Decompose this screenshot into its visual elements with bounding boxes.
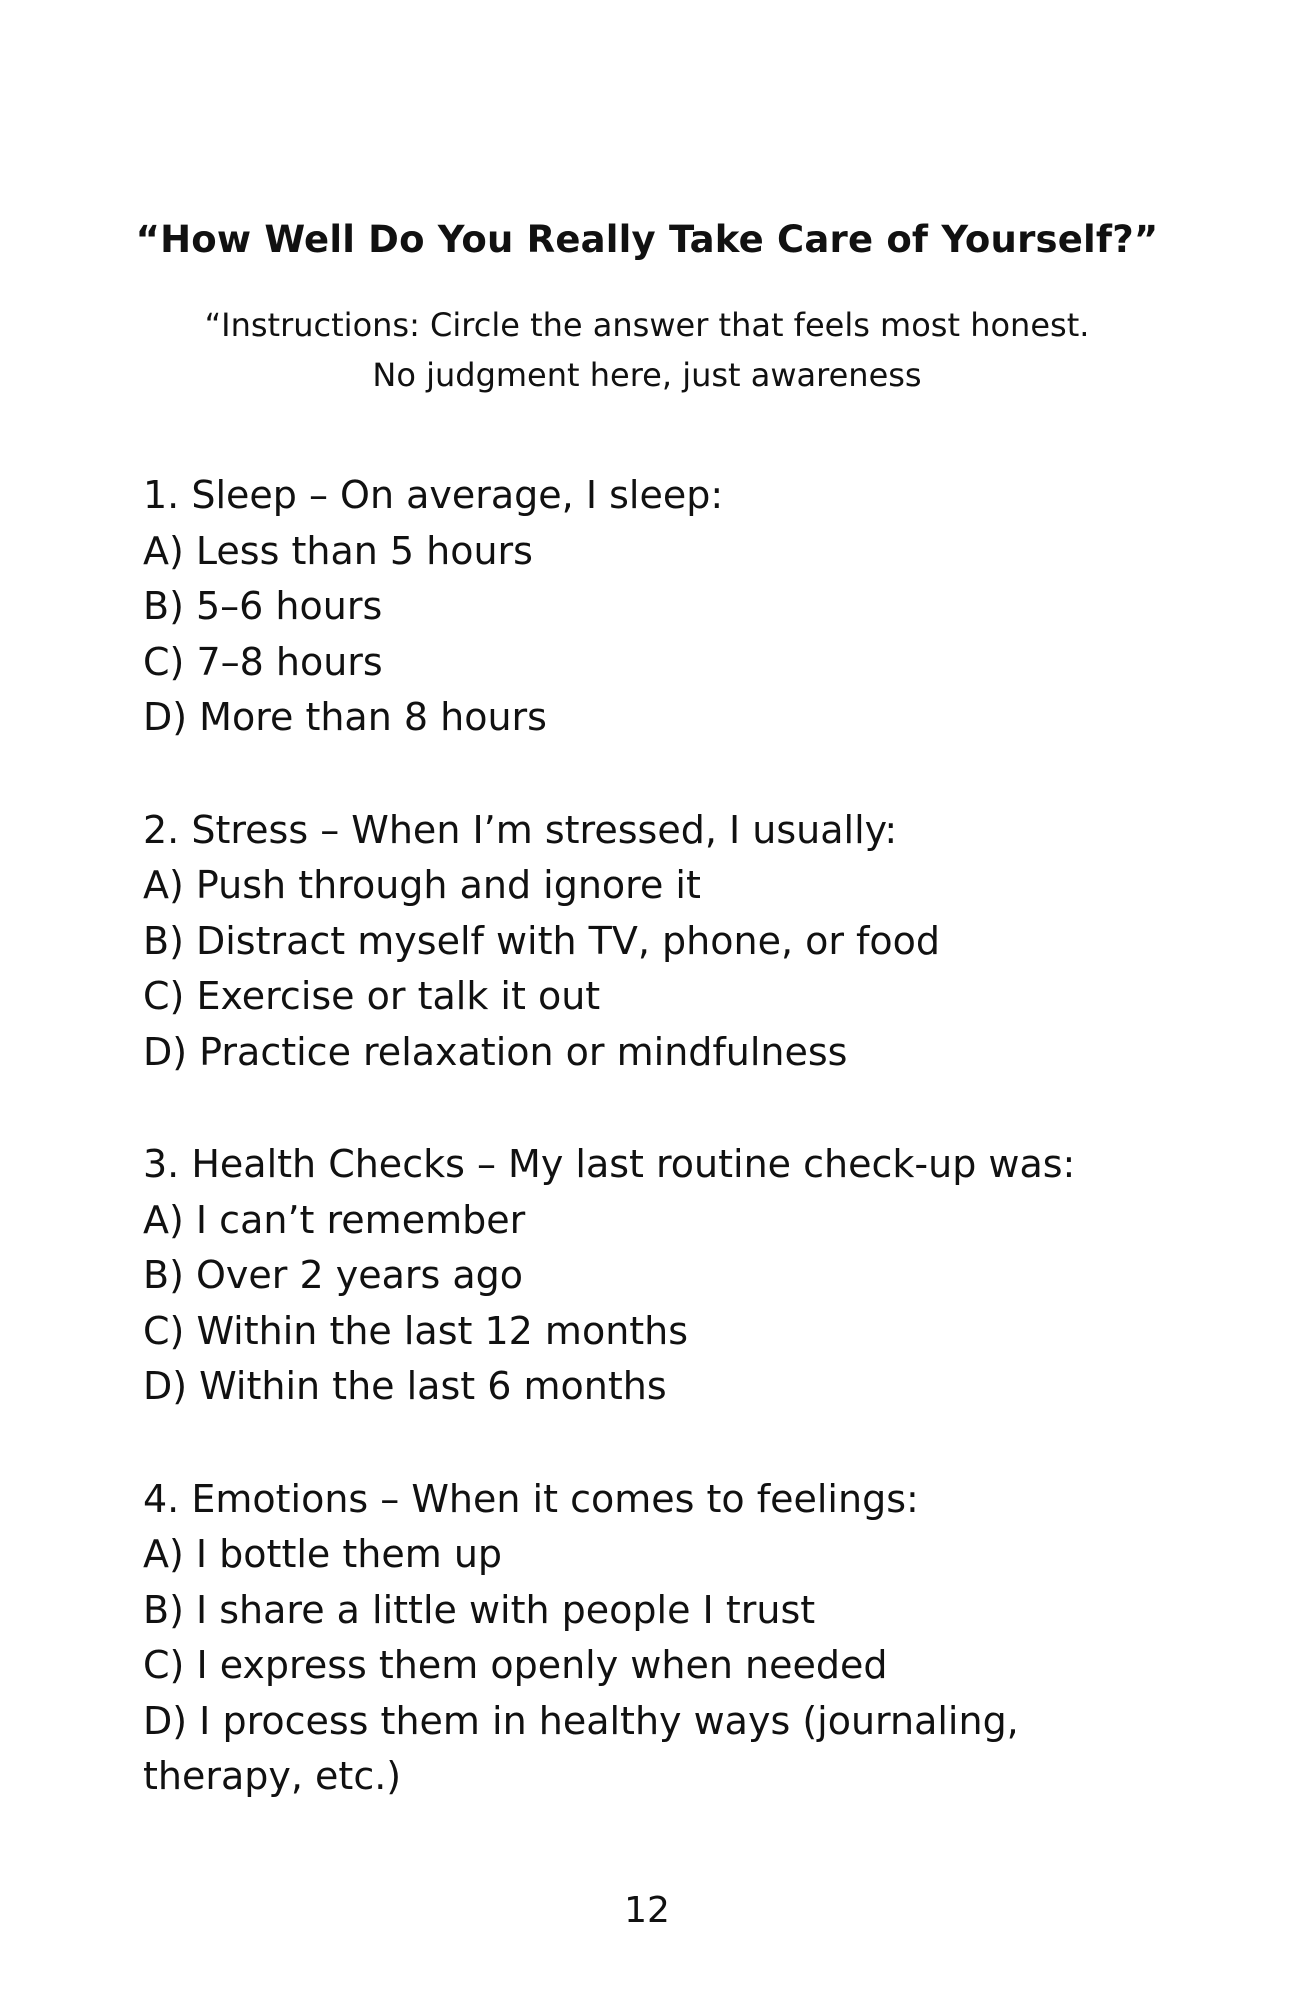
answer-option: C) Within the last 12 months <box>143 1308 689 1353</box>
question-text: 2. Stress – When I’m stressed, I usually: <box>143 807 898 852</box>
answer-option: A) Push through and ignore it <box>143 863 701 907</box>
answer-option: B) Over 2 years ago <box>143 1253 524 1297</box>
question-text: 3. Health Checks – My last routine check-up was: <box>143 1142 1076 1186</box>
answer-option: D) More than 8 hours <box>143 695 547 739</box>
answer-option: C) 7–8 hours <box>143 639 383 684</box>
question-text: 1. Sleep – On average, I sleep: <box>143 473 724 517</box>
answer-option: A) I can’t remember <box>143 1197 526 1242</box>
page-number: 12 <box>624 1890 670 1931</box>
answer-option: A) I bottle them up <box>143 1532 503 1576</box>
answer-option: C) Exercise or talk it out <box>143 974 601 1018</box>
question-sleep <box>143 468 1153 746</box>
instructions-line-1: “Instructions: Circle the answer that feels most honest. <box>204 306 1090 344</box>
answer-option: A) Less than 5 hours <box>143 528 533 573</box>
answer-option: D) Practice relaxation or mindfulness <box>143 1029 848 1074</box>
instructions-line-2: No judgment here, just awareness <box>372 356 922 394</box>
answer-option: D) Within the last 6 months <box>143 1364 667 1408</box>
question-text: 4. Emotions – When it comes to feelings: <box>143 1476 919 1521</box>
answer-option: B) Distract myself with TV, phone, or food <box>143 918 941 963</box>
answer-option: B) I share a little with people I trust <box>143 1587 816 1632</box>
instructions <box>0 300 1294 400</box>
answer-option: C) I express them openly when needed <box>143 1643 888 1687</box>
page-title: “How Well Do You Really Take Care of Yourself?” <box>135 218 1159 261</box>
question-stress <box>143 803 1153 1081</box>
answer-option: B) 5–6 hours <box>143 584 383 628</box>
question-list <box>143 468 1153 1862</box>
question-health-checks <box>143 1137 1153 1415</box>
answer-option: D) I process them in healthy ways (journaling, therapy, etc.) <box>143 1698 1019 1798</box>
question-emotions <box>143 1472 1153 1805</box>
